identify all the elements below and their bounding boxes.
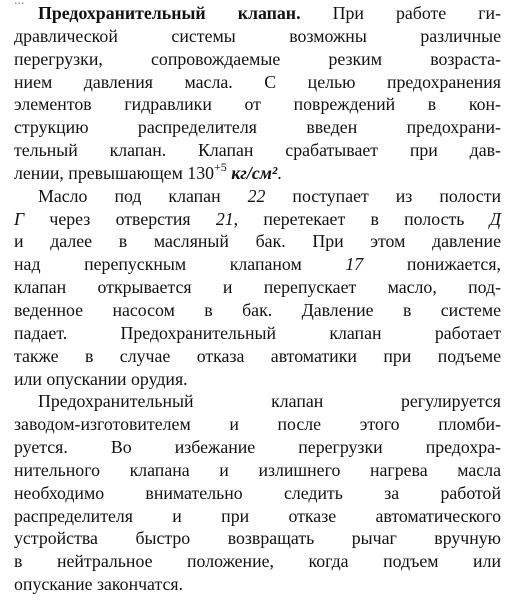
para3-line-2: заводом-изготовителем и после этого пломби- xyxy=(14,414,501,435)
para2-line-2: Г через отверстия 21, перетекает в полость Д xyxy=(14,208,502,229)
para1-line-5: элементов гидравлики от повреждений в кон- xyxy=(14,94,501,115)
part-number: 17 xyxy=(345,254,364,275)
para1-line-4: нием давления масла. С целью предохранения xyxy=(14,71,501,92)
para1-line-6: струкцию распределителя введен предохрани- xyxy=(14,117,501,138)
para3-line-1: Предохранительный клапан регулируется xyxy=(38,391,501,412)
para2-line-1: Масло под клапан 22 поступает из полости xyxy=(38,185,502,206)
cut-off-line: ... xyxy=(14,0,25,8)
para3-line-8: в нейтральное положение, когда подъем или xyxy=(14,551,501,572)
para3-line-7: устройства быстро возвращать рычаг вручную xyxy=(14,528,501,549)
para2-line-6: веденное насосом в бак. Давление в системе xyxy=(14,300,501,320)
cavity-label: Д xyxy=(489,208,502,229)
para1-line-7: тельный клапан. Клапан срабатывает при дав- xyxy=(14,140,501,161)
para3-line-4: нительного клапана и излишнего нагрева масла xyxy=(14,459,501,480)
para3-line-5: необходимо внимательно следить за работой xyxy=(14,482,501,503)
para3-line-9: опускание закончатся. xyxy=(14,574,184,595)
para2-line-4: над перепускным клапаном 17 понижается, xyxy=(14,254,501,275)
para1-line-1: Предохранительный клапан. При работе ги- xyxy=(38,3,502,23)
cavity-label: Г xyxy=(14,208,25,229)
para2-line-7: падает. Предохранительный клапан работает xyxy=(14,322,501,343)
para3-line-3: руется. Во избежание перегрузки предохра- xyxy=(14,437,501,458)
pressure-tolerance: +5 xyxy=(214,159,227,174)
para3-line-6: распределителя и при отказе автоматического xyxy=(14,505,501,526)
para1-line-3: перегрузки, сопровождаемые резким возраста- xyxy=(14,48,501,69)
part-number: 21 xyxy=(215,208,234,229)
para1-line-8: лении, превышающем $130^{+5}$ кг/см². xyxy=(14,159,282,183)
section-heading: Предохранительный клапан. xyxy=(38,3,301,23)
part-number: 22 xyxy=(247,185,266,206)
para2-line-9: или опускании орудия. xyxy=(14,368,188,389)
para2-line-5: клапан открывается и перепускает масло, под- xyxy=(14,277,501,298)
para2-line-8: также в случае отказа автоматики при подъеме xyxy=(14,345,501,366)
para2-line-3: и далее в масляный бак. При этом давление xyxy=(14,231,501,252)
pressure-unit: кг/см² xyxy=(231,162,278,183)
para1-line-2: дравлической системы возможны различные xyxy=(14,25,501,46)
